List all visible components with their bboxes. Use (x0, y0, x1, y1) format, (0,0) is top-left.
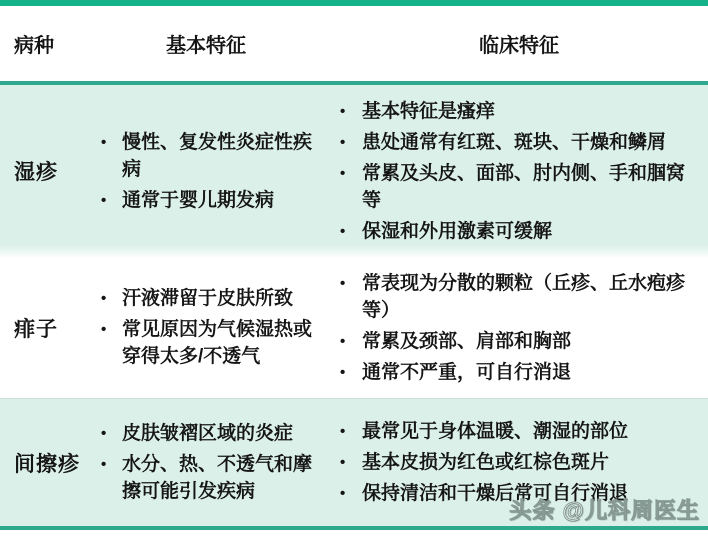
bullet-item (330, 98, 708, 125)
bullet-text: 保持清洁和干燥后常可自行消退 (362, 483, 629, 504)
bullet-text: 水分、热、不透气和摩擦可能引发疾病 (122, 454, 313, 502)
bullet-text: 最常见于身体温暖、潮湿的部位 (362, 421, 629, 442)
bullet-item (90, 451, 330, 505)
bullet-item (90, 316, 330, 370)
disease-name: 湿疹 (14, 161, 58, 184)
bullet-text: 通常不严重，可自行消退 (362, 361, 572, 383)
bullet-icon: • (340, 133, 346, 151)
bullet-text: 常见原因为气候湿热或穿得太多/不透气 (122, 319, 313, 367)
basic-features-cell (90, 420, 330, 505)
bullet-text: 通常于婴儿期发病 (122, 189, 275, 211)
bullet-item (330, 359, 708, 386)
clinical-features-cell (330, 98, 708, 245)
bullet-item (90, 187, 330, 214)
bullet-item (330, 449, 708, 476)
col-header-clinical-label: 临床特征 (479, 35, 559, 57)
table-row (0, 85, 708, 257)
bullet-icon: • (340, 164, 346, 182)
disease-name: 痱子 (14, 317, 58, 341)
col-header-basic-label: 基本特征 (166, 35, 246, 57)
bullet-item (90, 420, 330, 447)
header-cell-basic (90, 29, 330, 58)
bullet-text: 基本皮损为红色或红棕色斑片 (362, 452, 610, 473)
header-cell-disease (0, 29, 90, 58)
table-row (0, 257, 708, 398)
bullet-icon: • (101, 133, 107, 151)
bullet-icon: • (101, 321, 107, 338)
bullet-text: 皮肤皱褶区域的炎症 (122, 423, 294, 444)
clinical-features-cell (330, 270, 708, 386)
bullet-icon: • (340, 363, 346, 381)
bullet-text: 慢性、复发性炎症性疾病 (122, 131, 313, 180)
bullet-text: 常表现为分散的颗粒（丘疹、丘水疱疹等） (362, 272, 686, 321)
watermark-text: 头条 @儿科周医生 (509, 498, 700, 523)
bullet-icon: • (340, 332, 346, 350)
bullet-item (90, 129, 330, 183)
bullet-text: 基本特征是瘙痒 (362, 100, 496, 122)
bottom-accent-line (0, 526, 708, 530)
header-cell-clinical (330, 29, 708, 58)
bullet-text: 患处通常有红斑、斑块、干燥和鳞屑 (362, 131, 667, 153)
bullet-icon: • (340, 423, 346, 440)
bullet-icon: • (101, 456, 107, 473)
bullet-item (330, 328, 708, 355)
bullet-item (330, 270, 708, 324)
bullet-icon: • (101, 425, 107, 442)
bullet-item (330, 129, 708, 156)
bullet-icon: • (101, 290, 107, 307)
bullet-icon: • (340, 454, 346, 471)
bullet-item (90, 285, 330, 312)
bullet-icon: • (340, 485, 346, 502)
disease-cell (0, 156, 90, 186)
disease-cell (0, 448, 90, 478)
basic-features-cell (90, 129, 330, 214)
bullet-icon: • (340, 102, 346, 120)
col-header-disease-label: 病种 (14, 35, 54, 57)
bullet-icon: • (340, 274, 346, 292)
bullet-text: 汗液滞留于皮肤所致 (122, 288, 294, 309)
table-body (0, 85, 708, 526)
bullet-item (330, 218, 708, 245)
basic-features-cell (90, 285, 330, 370)
bullet-item (330, 418, 708, 445)
table-header (0, 6, 708, 81)
bullet-icon: • (340, 222, 346, 240)
disease-cell (0, 313, 90, 343)
bullet-icon: • (101, 191, 107, 209)
bullet-text: 保湿和外用激素可缓解 (362, 220, 553, 242)
bullet-item (330, 160, 708, 214)
bullet-text: 常累及颈部、肩部和胸部 (362, 330, 572, 352)
disease-name: 间擦疹 (14, 452, 80, 476)
bullet-text: 常累及头皮、面部、肘内侧、手和腘窝等 (362, 162, 686, 211)
